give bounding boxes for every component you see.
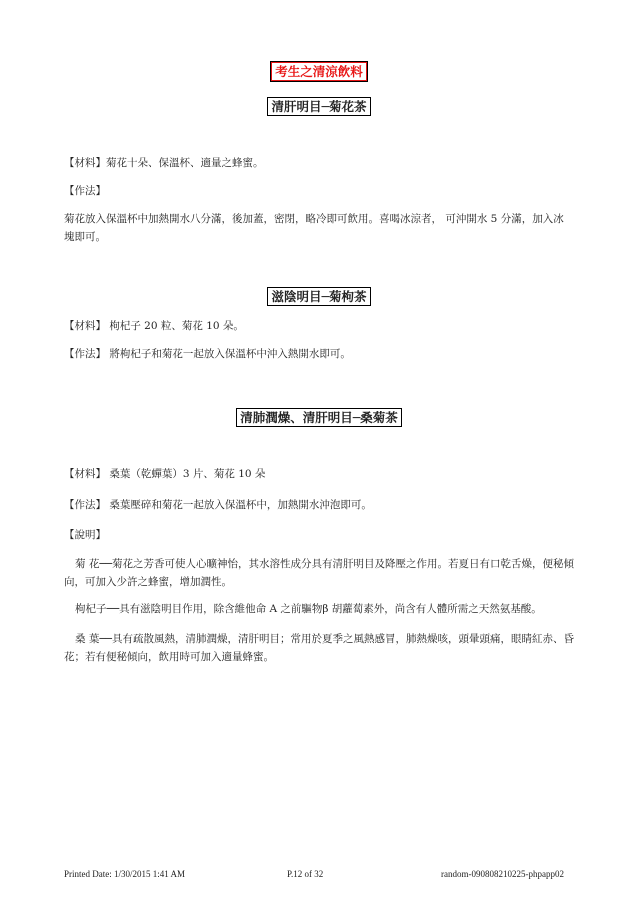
section-2-title-text: 滋陰明目─菊枸茶	[267, 287, 370, 306]
main-title-text: 考生之清涼飲料	[271, 62, 367, 81]
section-3-notes-label: 【說明】	[64, 529, 106, 541]
section-2-method: 【作法】 將枸杞子和菊花一起放入保溫杯中沖入熱開水即可。	[64, 348, 351, 360]
section-3-title	[0, 408, 638, 427]
section-1-title	[0, 97, 638, 116]
section-3-note-mulberry: 桑 葉──具有疏散風熱，清肺潤燥，清肝明目；常用於夏季之風熱感冒，肺熱燥咳，頭暈頭痛，眼睛紅赤、昏花；若有便秘傾向，飲用時可加入適量蜂蜜。	[64, 633, 574, 663]
section-3-note-goji: 枸杞子──具有滋陰明目作用，除含維他命 A 之前驅物β 胡蘿蔔素外，尚含有人體所需之天然氨基酸。	[75, 603, 542, 615]
footer-page-number: P.12 of 32	[287, 869, 324, 879]
section-2-materials: 【材料】 枸杞子 20 粒、菊花 10 朵。	[64, 320, 244, 332]
section-1-method-label: 【作法】	[64, 185, 106, 197]
section-3-materials: 【材料】 桑葉（乾蟬葉）3 片、菊花 10 朵	[64, 468, 266, 480]
section-2-title	[0, 287, 638, 306]
section-1-materials: 【材料】菊花十朵、保溫杯、適量之蜂蜜。	[64, 157, 264, 169]
footer-doc-id: random-090808210225-phpapp02	[441, 869, 564, 879]
section-3-note-chrysanthemum: 菊 花──菊花之芳香可使人心曠神怡，其水溶性成分具有清肝明目及降壓之作用。若夏日有口乾舌燥，便秘傾向，可加入少許之蜂蜜，增加潤性。	[64, 558, 574, 588]
section-3-method: 【作法】 桑葉壓碎和菊花一起放入保溫杯中，加熱開水沖泡即可。	[64, 499, 372, 511]
section-1-method-text: 菊花放入保溫杯中加熱開水八分滿，後加蓋，密閉，略冷即可飲用。喜喝冰涼者， 可沖開水 5 分滿，加入冰塊即可。	[64, 213, 564, 243]
main-title	[0, 62, 638, 81]
section-1-title-text: 清肝明目─菊花茶	[267, 97, 370, 116]
section-3-title-text: 清肺潤燥、清肝明目─桑菊茶	[236, 408, 402, 427]
footer-printed-date: Printed Date: 1/30/2015 1:41 AM	[64, 869, 185, 879]
